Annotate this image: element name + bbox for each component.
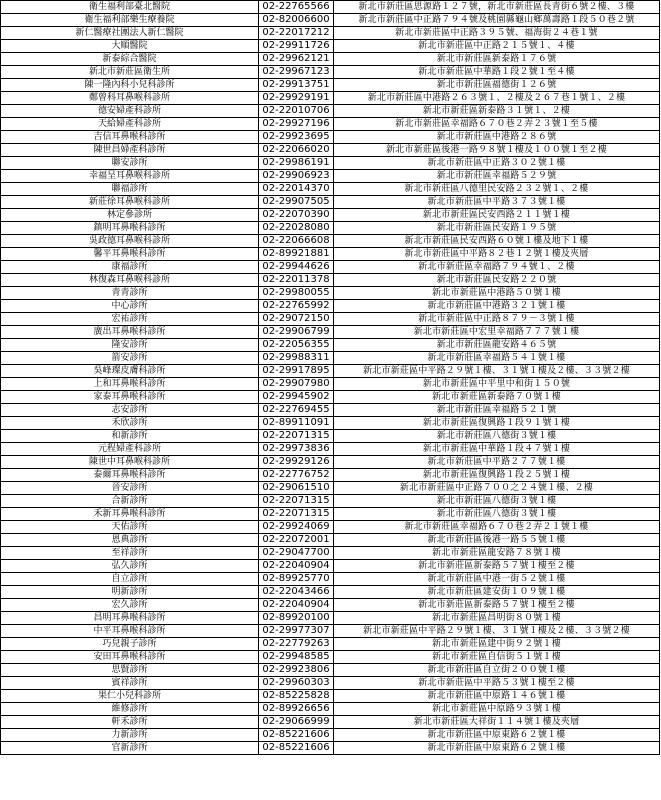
address-cell: 新北市新莊區新泰路７０號１樓 [334, 391, 660, 404]
table-row [1, 703, 660, 716]
address-cell: 新北市新莊區中港路３２１號１樓 [334, 300, 660, 313]
phone-number-cell: 02-29047700 [259, 547, 334, 560]
table-row [1, 495, 660, 508]
table-row [1, 157, 660, 170]
phone-number-cell: 02-29967123 [259, 66, 334, 79]
phone-number-cell: 02-22017212 [259, 27, 334, 40]
phone-number-cell: 02-29907505 [259, 196, 334, 209]
address-cell: 新北市新莊區建安街１０９號１樓 [334, 586, 660, 599]
address-cell: 新北市新莊區後港一路９８號１樓及１００號１至２樓 [334, 144, 660, 157]
address-cell: 新北市新莊區中平路８２巷１２號１樓及夾層 [334, 248, 660, 261]
table-row [1, 521, 660, 534]
clinic-name-cell: 林復森耳鼻喉科診所 [1, 274, 259, 287]
phone-number-cell: 02-82006600 [259, 14, 334, 27]
table-row [1, 313, 660, 326]
phone-number-cell: 02-85221606 [259, 729, 334, 742]
address-cell: 新北市新莊區幸福路５４１號１樓 [334, 352, 660, 365]
clinic-name-cell: 林定參診所 [1, 209, 259, 222]
address-cell: 新北市新莊區大祥街１１４號１樓及夾層 [334, 716, 660, 729]
address-cell: 新北市新莊區新泰路５７號１樓至２樓 [334, 599, 660, 612]
clinic-name-cell: 力新診所 [1, 729, 259, 742]
clinic-name-cell: 天給婦產科診所 [1, 118, 259, 131]
address-cell: 新北市新莊區八德街３號１樓 [334, 508, 660, 521]
table-row [1, 716, 660, 729]
phone-number-cell: 02-29907980 [259, 378, 334, 391]
address-cell: 新北市新莊區民安西路６０號１樓及地下１樓 [334, 235, 660, 248]
phone-number-cell: 02-29906799 [259, 326, 334, 339]
clinic-name-cell: 新莊徐耳鼻喉科診所 [1, 196, 259, 209]
clinic-name-cell: 志安診所 [1, 404, 259, 417]
clinic-name-cell: 至祥診所 [1, 547, 259, 560]
phone-number-cell: 02-22043466 [259, 586, 334, 599]
clinic-name-cell: 陳世中耳鼻喉科診所 [1, 456, 259, 469]
phone-number-cell: 02-22071315 [259, 495, 334, 508]
table-row [1, 586, 660, 599]
address-cell: 新北市新莊區中港路５０號１樓 [334, 287, 660, 300]
address-cell: 新北市新莊區中華路１段２號１至４樓 [334, 66, 660, 79]
table-row [1, 118, 660, 131]
clinic-name-cell: 吉信耳鼻喉科診所 [1, 131, 259, 144]
clinic-name-cell: 隆安診所 [1, 339, 259, 352]
table-row [1, 651, 660, 664]
phone-number-cell: 02-29906923 [259, 170, 334, 183]
clinic-name-cell: 吳政德耳鼻喉科診所 [1, 235, 259, 248]
clinic-name-cell: 思賢診所 [1, 664, 259, 677]
clinic-name-cell: 安田耳鼻喉科診所 [1, 651, 259, 664]
clinic-name-cell: 鄭曾科耳鼻喉科診所 [1, 92, 259, 105]
address-cell: 新北市新莊區中平里中和街１５０號 [334, 378, 660, 391]
clinic-name-cell: 泰爾耳鼻喉科診所 [1, 469, 259, 482]
table-row [1, 638, 660, 651]
phone-number-cell: 02-29927196 [259, 118, 334, 131]
table-body [1, 1, 660, 755]
address-cell: 新北市新莊區中平路２９號１樓、３１號１樓及２樓、３３號２樓 [334, 625, 660, 638]
clinic-name-cell: 新仁醫療社團法人新仁醫院 [1, 27, 259, 40]
table-row [1, 66, 660, 79]
clinic-name-cell: 衛生福利部臺北醫院 [1, 1, 259, 14]
address-cell: 新北市新莊區中原路１４６號１樓 [334, 690, 660, 703]
phone-number-cell: 02-29061510 [259, 482, 334, 495]
phone-number-cell: 02-22071315 [259, 508, 334, 521]
phone-number-cell: 02-22040904 [259, 560, 334, 573]
clinic-name-cell: 聯福診所 [1, 183, 259, 196]
clinic-name-cell: 家泰耳鼻喉科診所 [1, 391, 259, 404]
table-row [1, 443, 660, 456]
table-row [1, 365, 660, 378]
phone-number-cell: 02-22765992 [259, 300, 334, 313]
clinic-name-cell: 馨平耳鼻喉科診所 [1, 248, 259, 261]
clinic-name-cell: 康福診所 [1, 261, 259, 274]
address-cell: 新北市新莊區中平路３７３號１樓 [334, 196, 660, 209]
phone-number-cell: 02-29072150 [259, 313, 334, 326]
phone-number-cell: 02-29924069 [259, 521, 334, 534]
phone-number-cell: 02-29977307 [259, 625, 334, 638]
phone-number-cell: 02-22070390 [259, 209, 334, 222]
table-row [1, 196, 660, 209]
phone-number-cell: 02-29929126 [259, 456, 334, 469]
clinic-name-cell: 禾新耳鼻喉科診所 [1, 508, 259, 521]
table-row [1, 534, 660, 547]
address-cell: 新北市新莊區幸福路５２１號 [334, 404, 660, 417]
address-cell: 新北市新莊區自立街２００號１樓 [334, 664, 660, 677]
phone-number-cell: 02-89925770 [259, 573, 334, 586]
phone-number-cell: 02-89920100 [259, 612, 334, 625]
address-cell: 新北市新莊區中平路５３號１樓至２樓 [334, 677, 660, 690]
phone-number-cell: 02-22014370 [259, 183, 334, 196]
table-row [1, 131, 660, 144]
address-cell: 新北市新莊區中平路２９號１樓、３１號１樓及２樓、３３號２樓 [334, 365, 660, 378]
clinic-name-cell: 廣出耳鼻喉科診所 [1, 326, 259, 339]
clinic-name-cell: 元程婦產科診所 [1, 443, 259, 456]
phone-number-cell: 02-22765566 [259, 1, 334, 14]
clinic-name-cell: 晉安診所 [1, 482, 259, 495]
table-row [1, 53, 660, 66]
table-row [1, 170, 660, 183]
clinic-name-cell: 大順醫院 [1, 40, 259, 53]
address-cell: 新北市新莊區八德街３號１樓 [334, 495, 660, 508]
phone-number-cell: 02-89911091 [259, 417, 334, 430]
table-row [1, 209, 660, 222]
clinic-name-cell: 新北市新莊區衛生所 [1, 66, 259, 79]
table-row [1, 235, 660, 248]
table-row [1, 599, 660, 612]
address-cell: 新北市新莊區中正路７００之２４號１樓、２樓 [334, 482, 660, 495]
address-cell: 新北市新莊區八德街３號１樓 [334, 430, 660, 443]
address-cell: 新北市新莊區民安路２２０號 [334, 274, 660, 287]
address-cell: 新北市新莊區中港路２６３號１、２樓及２６７巷１號１、２樓 [334, 92, 660, 105]
phone-number-cell: 02-29911726 [259, 40, 334, 53]
table-row [1, 508, 660, 521]
phone-number-cell: 02-85225828 [259, 690, 334, 703]
table-row [1, 222, 660, 235]
table-row [1, 105, 660, 118]
table-row [1, 287, 660, 300]
table-row [1, 339, 660, 352]
phone-number-cell: 02-29980055 [259, 287, 334, 300]
phone-number-cell: 02-29948585 [259, 651, 334, 664]
clinic-name-cell: 果仁小兒科診所 [1, 690, 259, 703]
address-cell: 新北市新莊區復興路１段２５號１樓 [334, 469, 660, 482]
clinic-name-cell: 陳一隆內科小兒科診所 [1, 79, 259, 92]
clinic-name-cell: 聯安診所 [1, 157, 259, 170]
clinic-name-cell: 弘久診所 [1, 560, 259, 573]
clinic-name-cell: 宏祐診所 [1, 313, 259, 326]
address-cell: 新北市新莊區中港一街５２號１樓 [334, 573, 660, 586]
address-cell: 新北市新莊區自信街５１號１樓 [334, 651, 660, 664]
clinic-name-cell: 陳世昌婦產科診所 [1, 144, 259, 157]
table-row [1, 92, 660, 105]
phone-number-cell: 02-22066020 [259, 144, 334, 157]
clinic-name-cell: 吳峰璨皮膚科診所 [1, 365, 259, 378]
phone-number-cell: 02-29923806 [259, 664, 334, 677]
address-cell: 新北市新莊區中正路３０２號１樓 [334, 157, 660, 170]
table-row [1, 417, 660, 430]
phone-number-cell: 02-22779263 [259, 638, 334, 651]
table-row [1, 274, 660, 287]
address-cell: 新北市新莊區思源路１２７號，新北市新莊區長青街６號２樓、３樓 [334, 1, 660, 14]
table-row [1, 690, 660, 703]
address-cell: 新北市新莊區幸福路６７０巷２弄２３號１至５樓 [334, 118, 660, 131]
clinic-name-cell: 宏久診所 [1, 599, 259, 612]
table-row [1, 326, 660, 339]
table-row [1, 560, 660, 573]
table-row [1, 677, 660, 690]
address-cell: 新北市新莊區龍安路４６５號 [334, 339, 660, 352]
clinic-name-cell: 上和耳鼻喉科診所 [1, 378, 259, 391]
address-cell: 新北市新莊區幸福路６７０巷２弄２１號１樓 [334, 521, 660, 534]
phone-number-cell: 02-22071315 [259, 430, 334, 443]
address-cell: 新北市新莊區中港路２８６號 [334, 131, 660, 144]
clinic-name-cell: 衛生福利部樂生療養院 [1, 14, 259, 27]
table-row [1, 404, 660, 417]
table-row [1, 352, 660, 365]
address-cell: 新北市新莊區後港一路５５號１樓 [334, 534, 660, 547]
table-row [1, 183, 660, 196]
table-row [1, 144, 660, 157]
phone-number-cell: 02-22769455 [259, 404, 334, 417]
address-cell: 新北市新莊區昌明街８０號１樓 [334, 612, 660, 625]
address-cell: 新北市新莊區龍安路７８號１樓 [334, 547, 660, 560]
table-row [1, 469, 660, 482]
phone-number-cell: 02-22066608 [259, 235, 334, 248]
address-cell: 新北市新莊區民安西路２１１號１樓 [334, 209, 660, 222]
clinic-name-cell: 自立診所 [1, 573, 259, 586]
table-row [1, 547, 660, 560]
table-row [1, 573, 660, 586]
address-cell: 新北市新莊區中正路８７９－３號１樓 [334, 313, 660, 326]
phone-number-cell: 02-89926656 [259, 703, 334, 716]
phone-number-cell: 02-29945902 [259, 391, 334, 404]
address-cell: 新北市新莊區中華路１段４７號１樓 [334, 443, 660, 456]
address-cell: 新北市新莊區復興路１段９１號１樓 [334, 417, 660, 430]
clinic-name-cell: 鎮明耳鼻喉科診所 [1, 222, 259, 235]
address-cell: 新北市新莊區新泰路３１號１、２樓 [334, 105, 660, 118]
table-row [1, 14, 660, 27]
clinic-name-cell: 箭安診所 [1, 352, 259, 365]
phone-number-cell: 02-29923695 [259, 131, 334, 144]
address-cell: 新北市新莊區幸福路７９４號１、２樓 [334, 261, 660, 274]
table-row [1, 378, 660, 391]
address-cell: 新北市新莊區中正路２１５號１、４樓 [334, 40, 660, 53]
address-cell: 新北市新莊區中正路７９４號及桃園縣龜山鄉萬壽路１段５０巷２號 [334, 14, 660, 27]
address-cell: 新北市新莊區新泰路５７號１樓至２樓 [334, 560, 660, 573]
clinic-name-cell: 禾欣診所 [1, 417, 259, 430]
table-row [1, 40, 660, 53]
table-row [1, 664, 660, 677]
clinic-name-cell: 恩典診所 [1, 534, 259, 547]
table-row [1, 729, 660, 742]
address-cell: 新北市新莊區建中街９２號１樓 [334, 638, 660, 651]
table-row [1, 248, 660, 261]
clinic-name-cell: 幸福呈耳鼻喉科診所 [1, 170, 259, 183]
address-cell: 新北市新莊區八德里民安路２３２號１、２樓 [334, 183, 660, 196]
clinic-name-cell: 青青診所 [1, 287, 259, 300]
phone-number-cell: 02-85221606 [259, 742, 334, 755]
phone-number-cell: 02-22010706 [259, 105, 334, 118]
clinic-name-cell: 賓祥診所 [1, 677, 259, 690]
table-row [1, 300, 660, 313]
phone-number-cell: 02-29917895 [259, 365, 334, 378]
phone-number-cell: 02-22776752 [259, 469, 334, 482]
address-cell: 新北市新莊區中原路９３號１樓 [334, 703, 660, 716]
phone-number-cell: 02-22072001 [259, 534, 334, 547]
table-row [1, 625, 660, 638]
phone-number-cell: 02-22040904 [259, 599, 334, 612]
address-cell: 新北市新莊區中宏里幸福路７７７號１樓 [334, 326, 660, 339]
address-cell: 新北市新莊區民安路１９５號 [334, 222, 660, 235]
phone-number-cell: 02-29960303 [259, 677, 334, 690]
address-cell: 新北市新莊區中正路３９５號、福海街２４巷１號 [334, 27, 660, 40]
phone-number-cell: 02-29988311 [259, 352, 334, 365]
table-row [1, 430, 660, 443]
clinic-name-cell: 明新診所 [1, 586, 259, 599]
phone-number-cell: 02-29929191 [259, 92, 334, 105]
clinic-name-cell: 天佑診所 [1, 521, 259, 534]
phone-number-cell: 02-29066999 [259, 716, 334, 729]
table-row [1, 261, 660, 274]
table-row [1, 742, 660, 755]
table-row [1, 1, 660, 14]
clinic-name-cell: 中平耳鼻喉科診所 [1, 625, 259, 638]
table-row [1, 482, 660, 495]
phone-number-cell: 02-29986191 [259, 157, 334, 170]
clinic-name-cell: 和新診所 [1, 430, 259, 443]
phone-number-cell: 02-29962121 [259, 53, 334, 66]
table-row [1, 391, 660, 404]
address-cell: 新北市新莊區幸福路５２９號 [334, 170, 660, 183]
clinic-name-cell: 新泰綜合醫院 [1, 53, 259, 66]
address-cell: 新北市新莊區中平路２７７號１樓 [334, 456, 660, 469]
clinic-name-cell: 巧兒親子診所 [1, 638, 259, 651]
clinic-name-cell: 合新診所 [1, 495, 259, 508]
phone-number-cell: 02-29913751 [259, 79, 334, 92]
clinic-name-cell: 維修診所 [1, 703, 259, 716]
address-cell: 新北市新莊區新泰路１７６號 [334, 53, 660, 66]
phone-number-cell: 02-22011378 [259, 274, 334, 287]
address-cell: 新北市新莊區福德街１２６號 [334, 79, 660, 92]
phone-number-cell: 02-29973836 [259, 443, 334, 456]
clinic-name-cell: 昌明耳鼻喉科診所 [1, 612, 259, 625]
clinic-name-cell: 中心診所 [1, 300, 259, 313]
clinic-name-cell: 軒禾診所 [1, 716, 259, 729]
phone-number-cell: 02-22028080 [259, 222, 334, 235]
address-cell: 新北市新莊區中原東路６２號１樓 [334, 729, 660, 742]
phone-number-cell: 02-89921881 [259, 248, 334, 261]
phone-number-cell: 02-29944626 [259, 261, 334, 274]
table-row [1, 612, 660, 625]
table-row [1, 456, 660, 469]
table-row [1, 27, 660, 40]
table-row [1, 79, 660, 92]
clinic-name-cell: 官新診所 [1, 742, 259, 755]
address-cell: 新北市新莊區中原東路６２號１樓 [334, 742, 660, 755]
clinic-name-cell: 德安婦產科診所 [1, 105, 259, 118]
phone-number-cell: 02-22056355 [259, 339, 334, 352]
